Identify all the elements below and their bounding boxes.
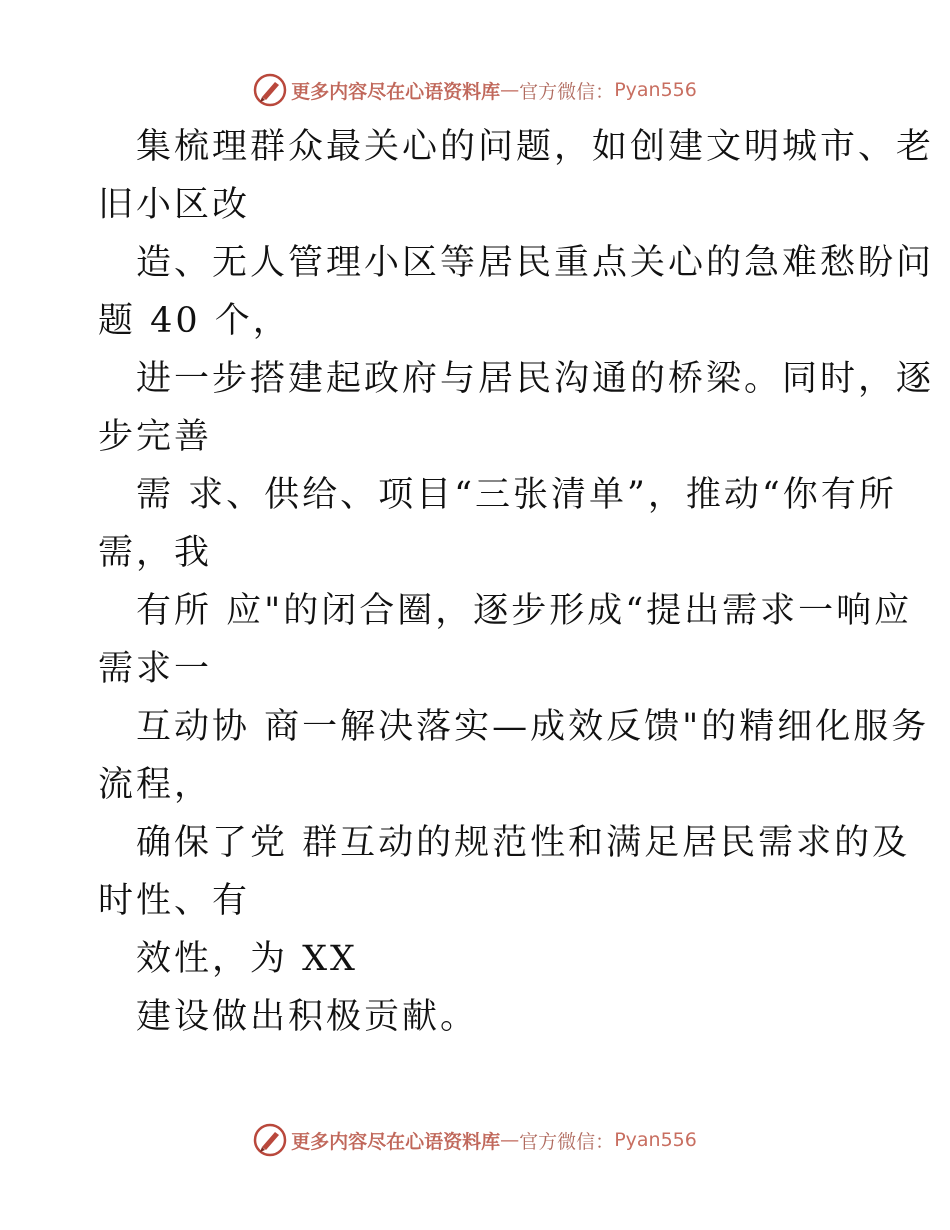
banner-wechat-id: Pyan556	[614, 79, 697, 101]
paragraph-line: 有所 应"的闭合圈，逐步形成“提出需求一响应	[136, 591, 913, 631]
document-body	[98, 118, 935, 1046]
paragraph-line: 时性、有	[98, 881, 251, 921]
banner-wechat-label: 官方微信：	[519, 1130, 615, 1153]
pen-logo-icon	[253, 73, 287, 107]
paragraph-line: 题 40 个，	[98, 301, 291, 341]
banner-brand: 更多内容尽在心语资料库	[291, 80, 501, 103]
paragraph-line: 步完善	[98, 417, 213, 457]
paragraph-line: 进一步搭建起政府与居民沟通的桥梁。同时，逐	[136, 359, 935, 399]
banner-brand: 更多内容尽在心语资料库	[291, 1130, 501, 1153]
paragraph-line: 旧小区改	[98, 185, 251, 225]
paragraph-line: 需求一	[98, 649, 213, 689]
paragraph-line: 建设做出积极贡献。	[136, 997, 479, 1037]
paragraph-line: 集梳理群众最关心的问题，如创建文明城市、老	[136, 127, 935, 167]
paragraph-line: 互动协 商一解决落实—成效反馈"的精细化服务	[136, 707, 930, 747]
banner-dash: —	[500, 1129, 520, 1151]
banner-wechat-label: 官方微信：	[519, 80, 615, 103]
paragraph-line: 效性，为 XX	[136, 939, 358, 979]
paragraph-line: 流程，	[98, 765, 213, 805]
footer-banner	[0, 1120, 950, 1160]
banner-dash: —	[500, 79, 520, 101]
paragraph-line: 造、无人管理小区等居民重点关心的急难愁盼问	[136, 243, 935, 283]
paragraph-line: 需 求、供给、项目“三张清单”，推动“你有所	[136, 475, 897, 515]
paragraph-line: 确保了党 群互动的规范性和满足居民需求的及	[136, 823, 911, 863]
paragraph-line: 需，我	[98, 533, 213, 573]
pen-logo-icon	[253, 1123, 287, 1157]
header-banner	[0, 70, 950, 110]
banner-wechat-id: Pyan556	[614, 1129, 697, 1151]
